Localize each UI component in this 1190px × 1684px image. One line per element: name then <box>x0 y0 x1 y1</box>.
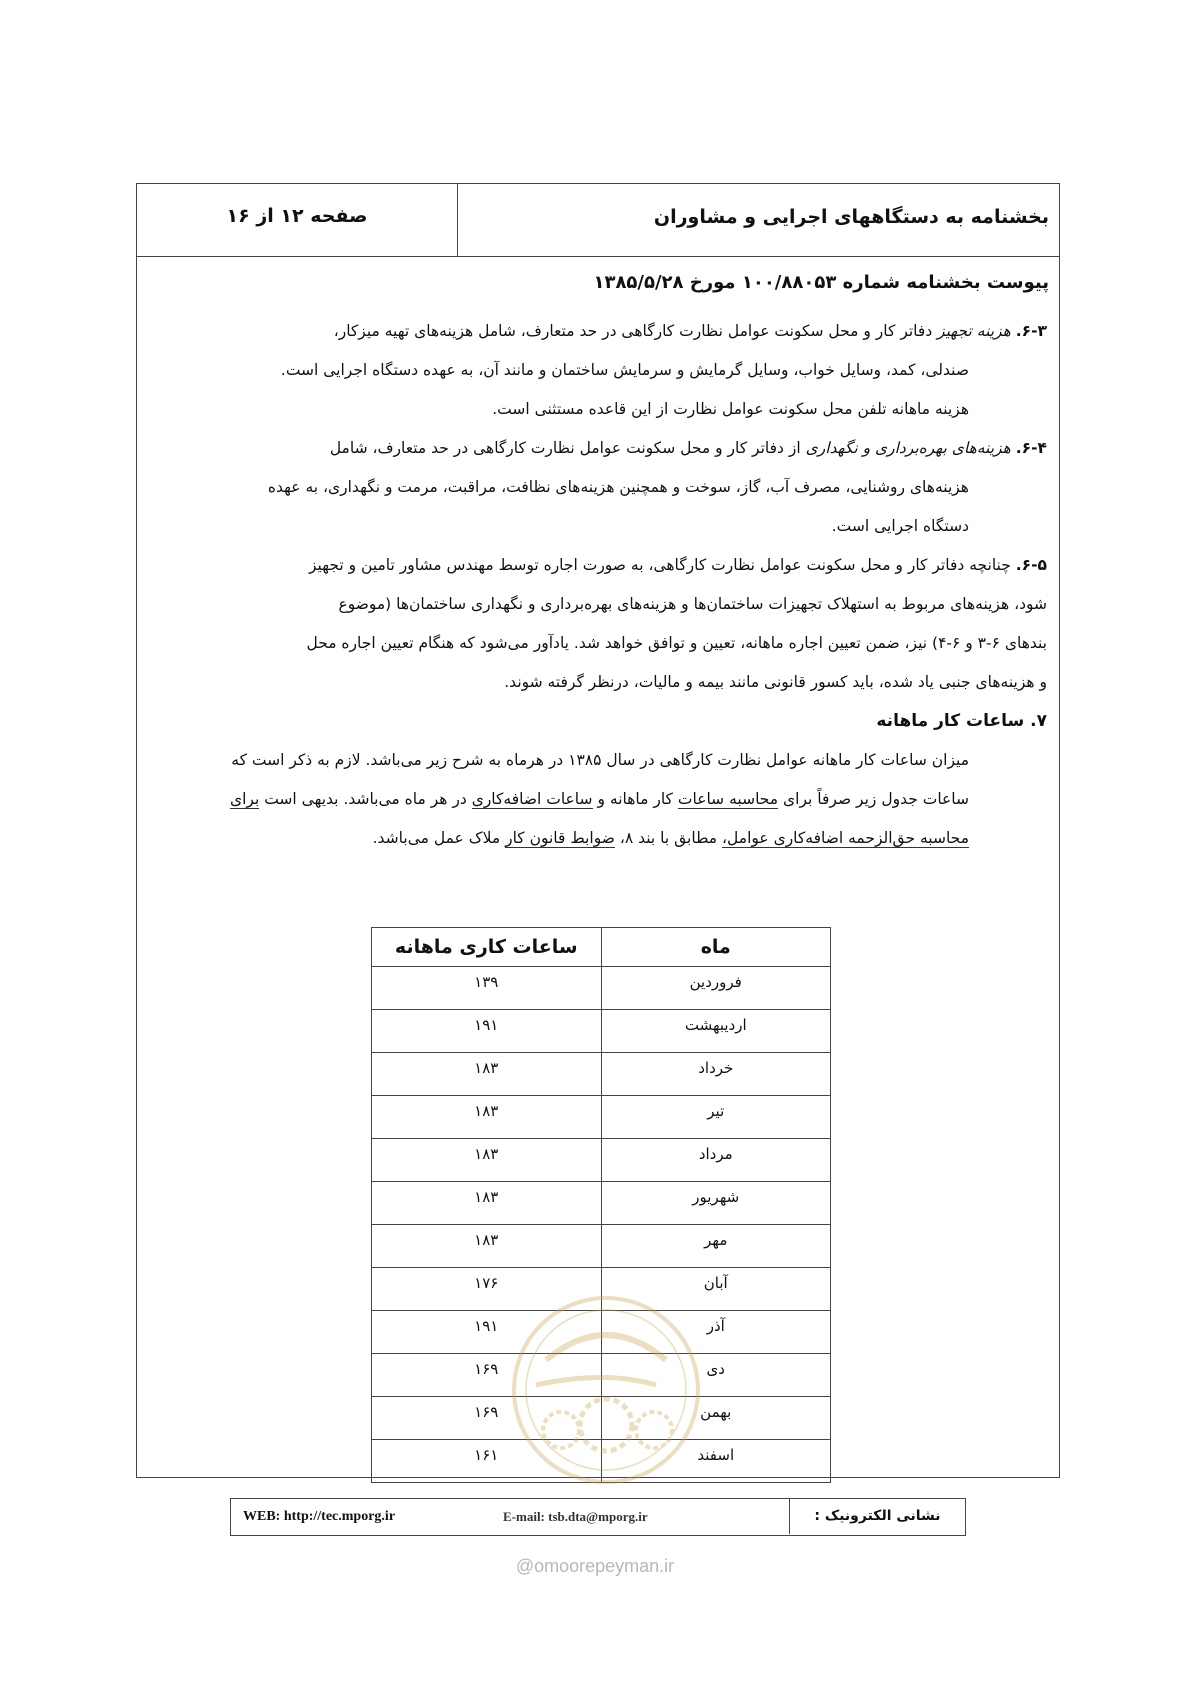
footer-email[interactable]: E-mail: tsb.dta@mporg.ir <box>503 1509 648 1524</box>
hours-cell: ۱۶۹ <box>372 1397 602 1440</box>
month-cell: اردیبهشت <box>601 1010 830 1053</box>
month-cell: اسفند <box>601 1440 830 1483</box>
item-text: هزینه‌های روشنایی، مصرف آب، گاز، سوخت و همچنین هزینه‌های نظافت، مراقبت، مرمت و نگهداری، به عهده <box>267 478 969 496</box>
seal-icon <box>506 1290 706 1490</box>
column-header-month: ماه <box>601 928 830 967</box>
item-number: ۶-۳. <box>1015 322 1047 340</box>
section-text: ساعات جدول زیر صرفاً برای <box>783 790 969 808</box>
item-6-4 <box>179 429 1047 546</box>
hours-cell: ۱۸۳ <box>372 1182 602 1225</box>
item-6-5 <box>179 546 1047 702</box>
item-text: چنانچه دفاتر کار و محل سکونت عوامل نظارت کارگاهی، به صورت اجاره توسط مهندس مشاور تامین و تجهیز <box>309 556 1011 574</box>
section-text: ملاک عمل می‌باشد. <box>372 829 501 847</box>
footer-label: نشانی الکترونیک : <box>789 1499 965 1534</box>
section-text: میزان ساعات کار ماهانه عوامل نظارت کارگاهی در سال ۱۳۸۵ در هرماه به شرح زیر می‌باشد. لازم به ذکر است که <box>231 751 969 769</box>
page-number: صفحه ۱۲ از ۱۶ <box>137 184 458 256</box>
attachment-row <box>137 256 1059 310</box>
item-6-3 <box>179 312 1047 429</box>
section-text: مطابق با بند ۸، <box>619 829 718 847</box>
table-header-row <box>372 928 831 967</box>
underlined-term: محاسبه حق‌الزحمه اضافه‌کاری عوامل، <box>722 829 969 847</box>
item-text: دفاتر کار و محل سکونت عوامل نظارت کارگاهی در حد متعارف، شامل هزینه‌های تهیه میزکار، <box>333 322 933 340</box>
item-italic-term: هزینه‌های بهره‌برداری و نگهداری <box>805 439 1011 457</box>
underlined-term: برای <box>229 790 260 808</box>
underlined-term: ضوابط قانون کار <box>505 829 615 847</box>
hours-cell: ۱۳۹ <box>372 967 602 1010</box>
table-row <box>372 1096 831 1139</box>
hours-cell: ۱۸۳ <box>372 1225 602 1268</box>
section-text: کار ماهانه و <box>597 790 673 808</box>
hours-cell: ۱۸۳ <box>372 1096 602 1139</box>
month-cell: مرداد <box>601 1139 830 1182</box>
section-text: در هر ماه می‌باشد. بدیهی است <box>264 790 467 808</box>
month-cell: فروردین <box>601 967 830 1010</box>
hours-cell: ۱۹۱ <box>372 1311 602 1354</box>
footer-web-link[interactable]: WEB: http://tec.mporg.ir <box>243 1509 396 1524</box>
document-title: بخشنامه به دستگاههای اجرایی و مشاوران <box>653 206 1049 228</box>
item-number: ۶-۴. <box>1015 439 1047 457</box>
month-cell: تیر <box>601 1096 830 1139</box>
section-paragraph <box>179 741 1047 858</box>
header-row <box>137 184 1059 257</box>
item-italic-term: هزینه تجهیز <box>937 322 1011 340</box>
column-header-hours: ساعات کاری ماهانه <box>372 928 602 967</box>
table-row <box>372 967 831 1010</box>
hours-cell: ۱۶۹ <box>372 1354 602 1397</box>
hours-cell: ۱۸۳ <box>372 1139 602 1182</box>
item-text: و هزینه‌های جنبی یاد شده، باید کسور قانونی مانند بیمه و مالیات، درنظر گرفته شوند. <box>504 673 1047 691</box>
month-cell: بهمن <box>601 1397 830 1440</box>
content <box>179 312 1047 858</box>
document-frame <box>136 183 1060 1478</box>
item-text: از دفاتر کار و محل سکونت عوامل نظارت کارگاهی در حد متعارف، شامل <box>329 439 801 457</box>
hours-cell: ۱۹۱ <box>372 1010 602 1053</box>
section-heading: ۷. ساعات کار ماهانه <box>876 711 1047 731</box>
watermark: @omoorepeyman.ir <box>515 1556 675 1576</box>
item-number: ۶-۵. <box>1015 556 1047 574</box>
item-text: شود، هزینه‌های مربوط به استهلاک تجهیزات ساختمان‌ها و هزینه‌های بهره‌برداری و نگهداری ساختمان‌ها (موضوع <box>338 595 1047 613</box>
hours-cell: ۱۷۶ <box>372 1268 602 1311</box>
month-cell: آذر <box>601 1311 830 1354</box>
month-cell: آبان <box>601 1268 830 1311</box>
item-text: بندهای ۶-۳ و ۶-۴) نیز، ضمن تعیین اجاره ماهانه، تعیین و توافق خواهد شد. یادآور می‌شود که هنگام تعیین اجاره محل <box>306 634 1047 652</box>
month-cell: دی <box>601 1354 830 1397</box>
table-row <box>372 1225 831 1268</box>
footer <box>230 1498 966 1536</box>
item-text: دستگاه اجرایی است. <box>831 517 969 535</box>
hours-cell: ۱۸۳ <box>372 1053 602 1096</box>
item-text: صندلی، کمد، وسایل خواب، وسایل گرمایش و سرمایش ساختمان و مانند آن، به عهده دستگاه اجرایی است. <box>280 361 969 379</box>
table-row <box>372 1139 831 1182</box>
underlined-term: ساعات اضافه‌کاری <box>471 790 593 808</box>
table-row <box>372 1182 831 1225</box>
month-cell: خرداد <box>601 1053 830 1096</box>
month-cell: مهر <box>601 1225 830 1268</box>
hours-cell: ۱۶۱ <box>372 1440 602 1483</box>
month-cell: شهریور <box>601 1182 830 1225</box>
table-row <box>372 1053 831 1096</box>
attachment-title: پیوست بخشنامه شماره ۱۰۰/۸۸۰۵۳ مورخ ۱۳۸۵/۵/۲۸ <box>593 272 1049 293</box>
table-row <box>372 1010 831 1053</box>
underlined-term: محاسبه ساعات <box>677 790 779 808</box>
item-text: هزینه ماهانه تلفن محل سکونت عوامل نظارت از این قاعده مستثنی است. <box>492 400 969 418</box>
